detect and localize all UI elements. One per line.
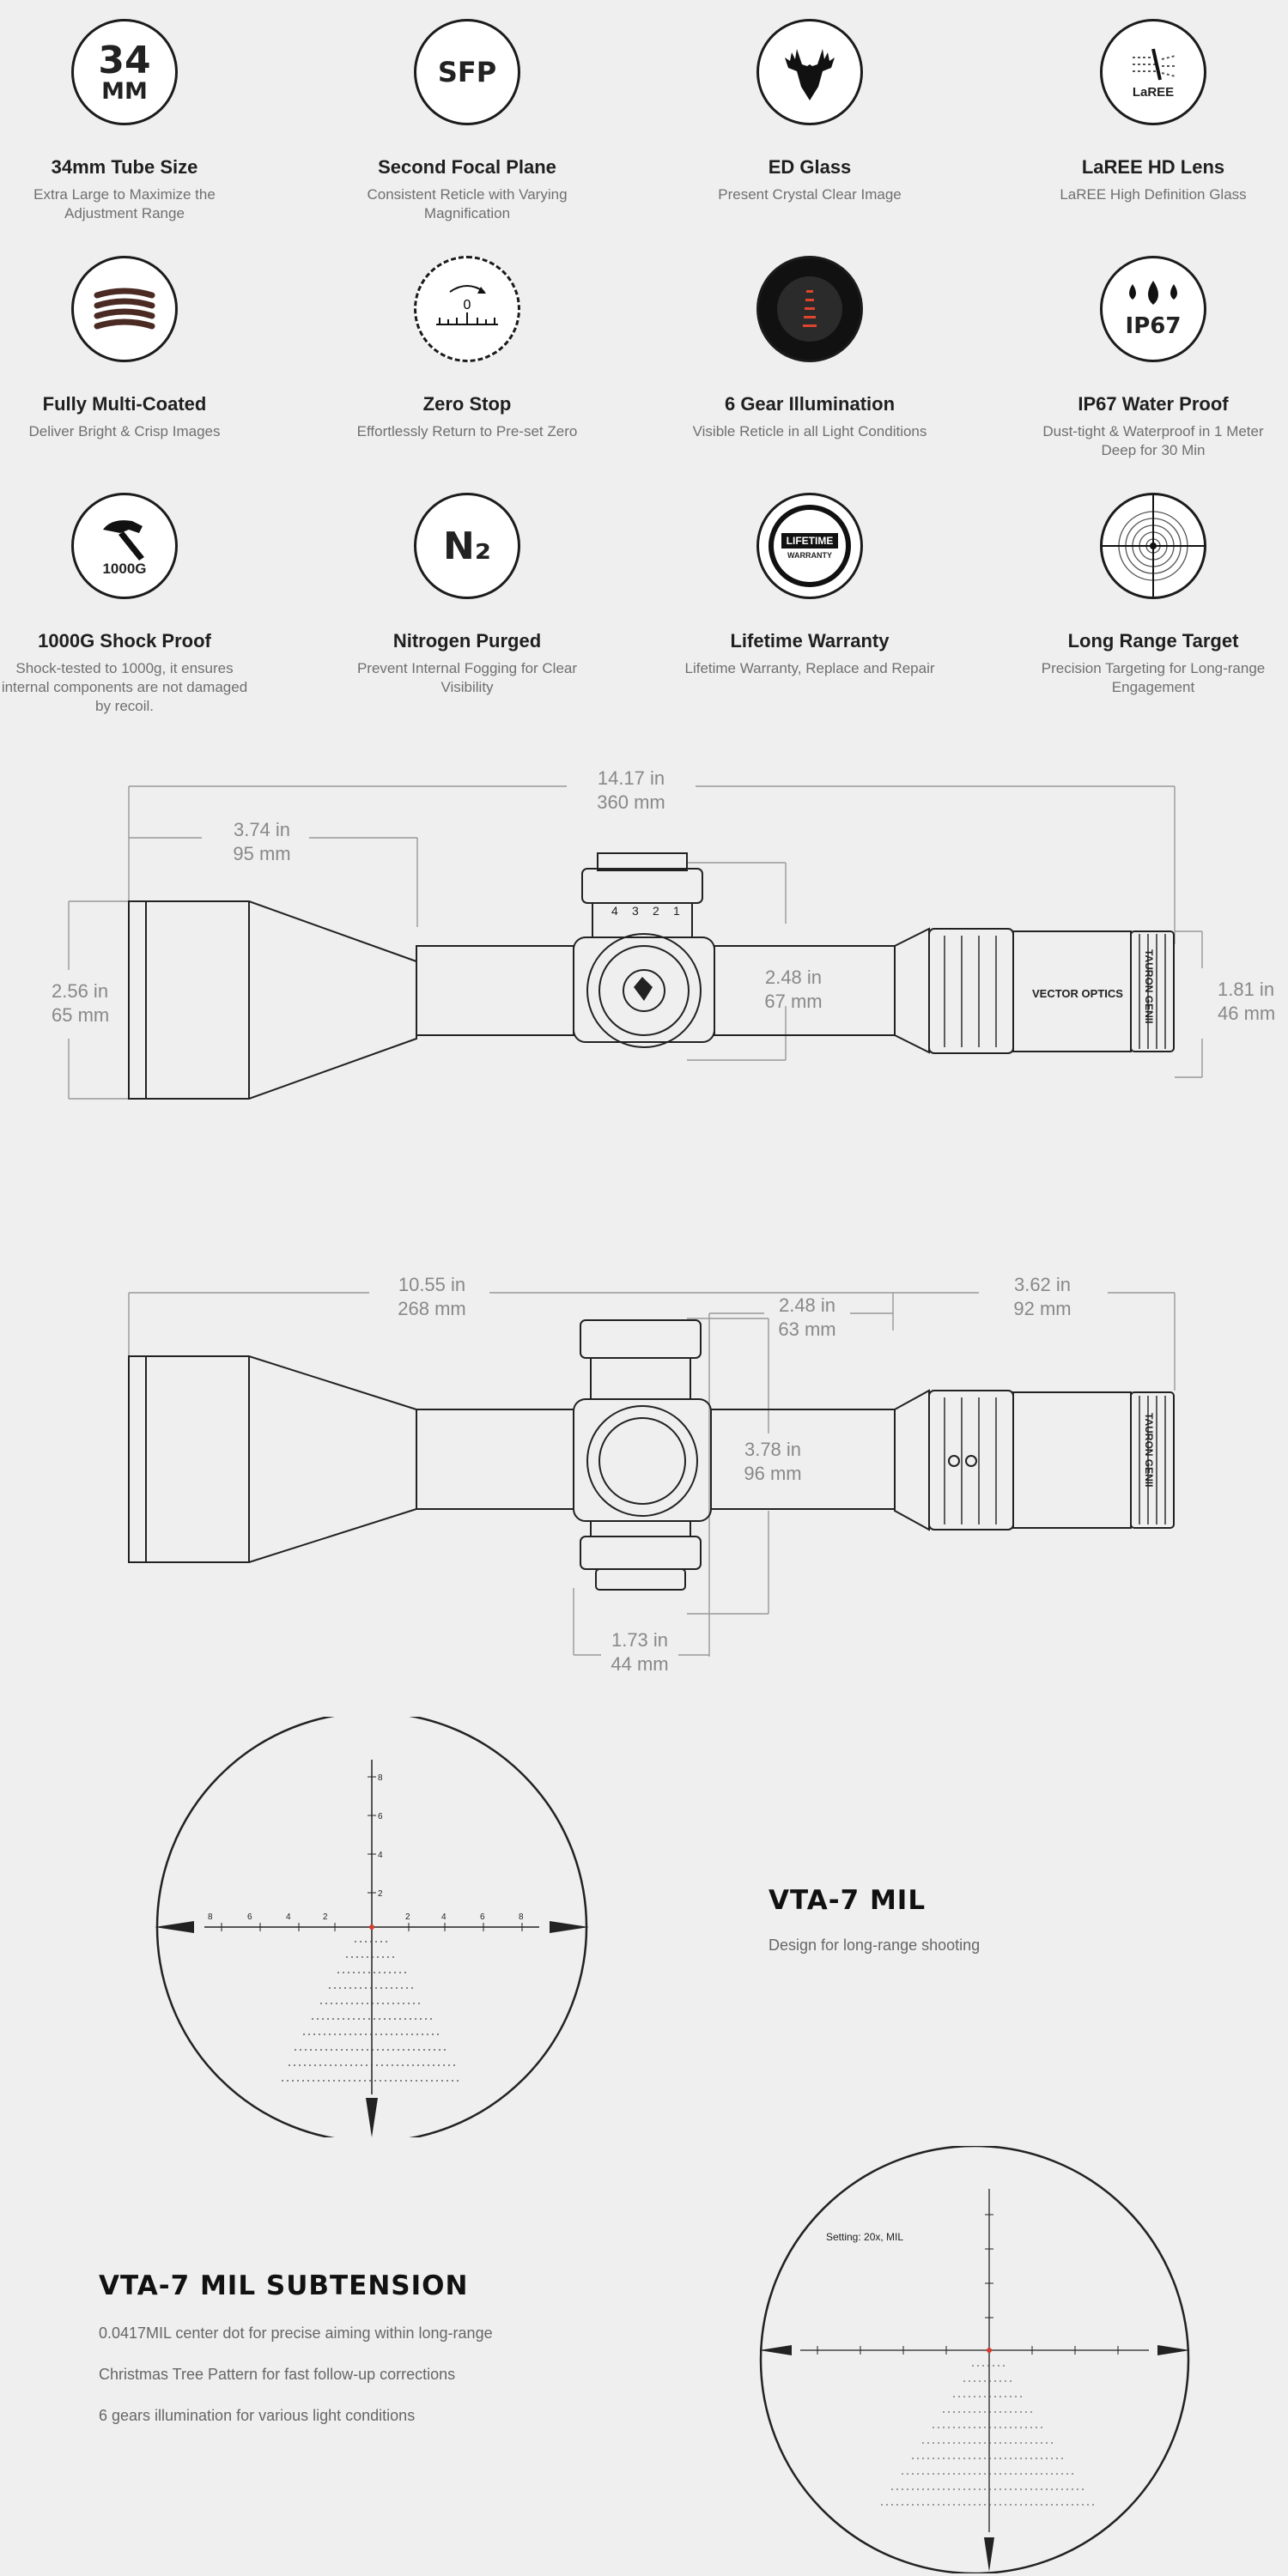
- turret-number-4: 4: [611, 904, 618, 918]
- reticle-label-2r: 2: [405, 1912, 410, 1922]
- feature-title: IP67 Water Proof: [1078, 393, 1229, 415]
- feature-tube-size: [0, 19, 262, 223]
- feature-laree: [1016, 19, 1288, 204]
- feature-desc: Consistent Reticle with Varying Magnification: [367, 186, 568, 221]
- front-length-in: 10.55 in: [398, 1274, 466, 1295]
- mid-length-mm: 63 mm: [778, 1318, 836, 1340]
- scope-top-view-diagram: [0, 1262, 1288, 1682]
- feature-title: Second Focal Plane: [378, 156, 556, 178]
- feature-desc: Prevent Internal Fogging for Clear Visibility: [356, 660, 578, 695]
- turret-number-2: 2: [653, 904, 659, 918]
- illumination-icon: [756, 256, 863, 362]
- brand-label: VECTOR OPTICS: [1032, 987, 1123, 1000]
- badge-text: N₂: [442, 524, 492, 568]
- feature-multi-coated: [0, 256, 262, 441]
- overall-length-mm: 360 mm: [597, 791, 665, 813]
- turret-length-mm: 67 mm: [764, 991, 823, 1012]
- warranty-badge-icon: [756, 493, 863, 599]
- vector-optics-logo-icon: [634, 977, 653, 1001]
- reticle-center-dot: [369, 1924, 374, 1930]
- feature-waterproof: [1016, 256, 1288, 460]
- features-grid: [0, 0, 1288, 738]
- subtension-reticle-diagram: [757, 2146, 1192, 2573]
- deer-icon: [756, 19, 863, 125]
- turret-number-1: 1: [673, 904, 680, 918]
- feature-desc: LaREE High Definition Glass: [1060, 186, 1247, 203]
- badge-text: IP67: [1125, 313, 1182, 339]
- feature-desc: Effortlessly Return to Pre-set Zero: [356, 423, 578, 439]
- badge-text: SFP: [437, 56, 497, 88]
- feature-zero-stop: [330, 256, 605, 441]
- scope-side-view-diagram: [0, 755, 1288, 1116]
- subtension-center-dot: [987, 2348, 992, 2353]
- model-label: TAURON GENII: [1143, 949, 1155, 1024]
- feature-title: Zero Stop: [422, 393, 512, 415]
- turret-width-mm: 44 mm: [611, 1653, 669, 1675]
- reticle-label-8v: 8: [378, 1773, 383, 1783]
- reticle-label-4: 4: [286, 1912, 291, 1922]
- feature-desc: Shock-tested to 1000g, it ensures internal components are not damaged by recoil.: [1, 660, 248, 714]
- reticle-label-8: 8: [208, 1912, 213, 1922]
- eyepiece-diameter-in: 1.81 in: [1218, 979, 1275, 1000]
- tube-size-icon: [71, 19, 178, 125]
- turret-length-in: 2.48 in: [764, 967, 823, 988]
- zero-label: 0: [463, 298, 471, 312]
- scope-body-top: [129, 1320, 1174, 1590]
- feature-title: 34mm Tube Size: [51, 156, 198, 178]
- feature-title: Long Range Target: [1067, 630, 1239, 652]
- nitrogen-icon: [414, 493, 520, 599]
- coating-layers-icon: [71, 256, 178, 362]
- feature-desc: Lifetime Warranty, Replace and Repair: [684, 660, 935, 676]
- feature-desc: Dust-tight & Waterproof in 1 Meter Deep for 30 Min: [1042, 423, 1264, 458]
- feature-title: 6 Gear Illumination: [724, 393, 896, 415]
- sfp-icon: [414, 19, 520, 125]
- turret-width-in: 1.73 in: [611, 1629, 669, 1651]
- reticle-label-6v: 6: [378, 1812, 383, 1821]
- feature-desc: Present Crystal Clear Image: [718, 186, 902, 203]
- feature-desc: Deliver Bright & Crisp Images: [28, 423, 221, 439]
- parallax-mark-icon: [949, 1456, 959, 1466]
- objective-diameter-mm: 65 mm: [52, 1004, 110, 1026]
- zero-stop-icon: [414, 256, 520, 362]
- turret-height-in: 3.78 in: [744, 1439, 802, 1460]
- feature-shock-proof: [0, 493, 262, 716]
- subtension-bullet-2: Christmas Tree Pattern for fast follow-up corrections: [99, 2366, 456, 2383]
- subtension-bullet-3: 6 gears illumination for various light conditions: [99, 2407, 416, 2424]
- parallax-mark-icon: [966, 1456, 976, 1466]
- badge-text: 1000G: [102, 561, 147, 577]
- feature-sfp: [330, 19, 605, 223]
- feature-title: Lifetime Warranty: [730, 630, 890, 652]
- feature-warranty: [672, 493, 947, 678]
- badge-text: 34: [98, 38, 151, 82]
- subtension-setting: Setting: 20x, MIL: [826, 2231, 904, 2243]
- objective-length-mm: 95 mm: [233, 843, 291, 864]
- eyepiece-diameter-mm: 46 mm: [1218, 1003, 1276, 1024]
- water-drops-icon: [1100, 256, 1206, 362]
- feature-title: ED Glass: [768, 156, 852, 178]
- feature-nitrogen: [330, 493, 605, 697]
- rear-length-in: 3.62 in: [1013, 1274, 1072, 1295]
- feature-title: Fully Multi-Coated: [42, 393, 207, 415]
- scope-body: [129, 853, 1174, 1099]
- feature-desc: Extra Large to Maximize the Adjustment Range: [33, 186, 216, 221]
- reticle-label-2: 2: [323, 1912, 328, 1922]
- feature-desc: Precision Targeting for Long-range Engagement: [1041, 660, 1266, 695]
- feature-title: Nitrogen Purged: [392, 630, 542, 652]
- reticle-label-8r: 8: [519, 1912, 524, 1922]
- vta7-reticle-diagram: [153, 1717, 591, 2137]
- objective-length-in: 3.74 in: [233, 819, 291, 840]
- badge-text: LIFETIME: [781, 533, 839, 549]
- objective-diameter-in: 2.56 in: [52, 980, 109, 1002]
- reticle-label-4v: 4: [378, 1851, 383, 1860]
- reticle-label-4r: 4: [441, 1912, 447, 1922]
- laree-icon: [1100, 19, 1206, 125]
- reticle-label-6: 6: [247, 1912, 252, 1922]
- hammer-icon: [71, 493, 178, 599]
- rear-length-mm: 92 mm: [1013, 1298, 1072, 1319]
- badge-subtext: WARRANTY: [787, 550, 832, 560]
- reticle-desc: Design for long-range shooting: [769, 1937, 981, 1954]
- front-length-mm: 268 mm: [398, 1298, 466, 1319]
- overall-length-in: 14.17 in: [597, 767, 665, 789]
- reticle-title: VTA-7 MIL: [769, 1885, 927, 1916]
- feature-title: LaREE HD Lens: [1081, 156, 1225, 178]
- feature-ed-glass: [672, 19, 947, 204]
- feature-desc: Visible Reticle in all Light Conditions: [692, 423, 927, 439]
- target-icon: [1100, 493, 1206, 599]
- turret-height-mm: 96 mm: [744, 1463, 802, 1484]
- subtension-bullet-1: 0.0417MIL center dot for precise aiming within long-range: [99, 2324, 493, 2342]
- badge-text: LaREE: [1132, 84, 1175, 100]
- feature-title: 1000G Shock Proof: [38, 630, 211, 652]
- subtension-title: VTA-7 MIL SUBTENSION: [99, 2270, 469, 2301]
- turret-number-3: 3: [632, 904, 639, 918]
- feature-illumination: [672, 256, 947, 441]
- mid-length-in: 2.48 in: [778, 1294, 836, 1316]
- model-label-top: TAURON GENII: [1143, 1413, 1155, 1488]
- feature-long-range: [1016, 493, 1288, 697]
- reticle-label-2v: 2: [378, 1889, 383, 1899]
- reticle-label-6r: 6: [480, 1912, 485, 1922]
- badge-subtext: MM: [101, 77, 148, 105]
